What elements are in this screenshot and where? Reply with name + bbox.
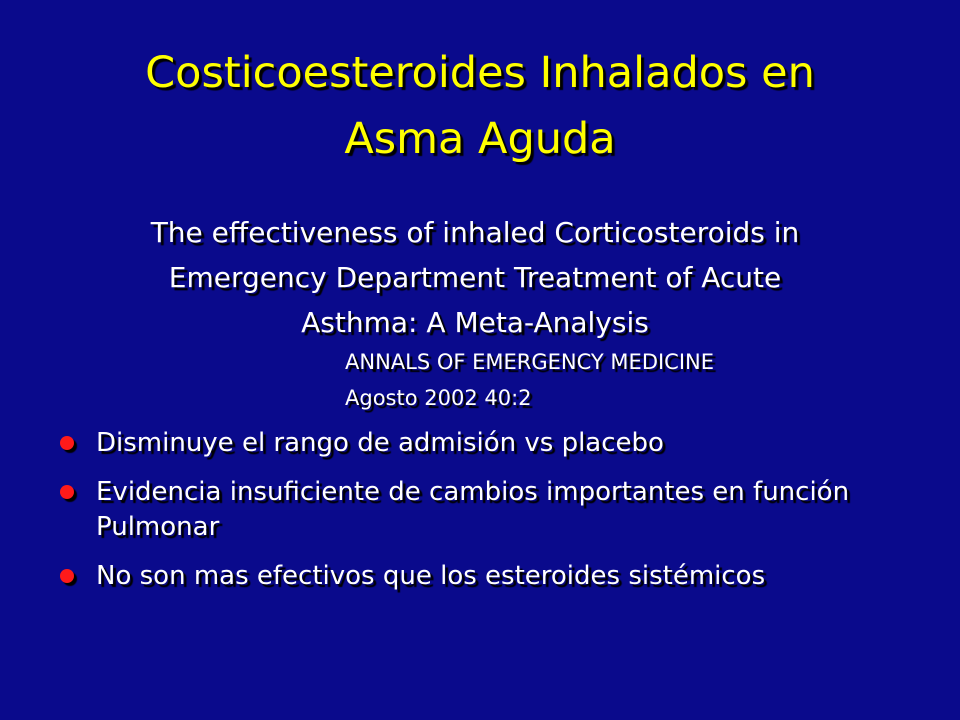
journal-date: Agosto 2002 40:2 <box>345 386 532 410</box>
journal-name: ANNALS OF EMERGENCY MEDICINE <box>345 350 715 374</box>
article-title-line-3: Asthma: A Meta-Analysis <box>301 306 649 339</box>
title-line-2: Asma Aguda <box>344 114 616 164</box>
bullet-text: Disminuye el rango de admisión vs placebo <box>96 428 664 458</box>
title-line-1: Costicoesteroides Inhalados en <box>145 48 815 98</box>
bullet-item <box>60 426 880 461</box>
bullet-text: Evidencia insuficiente de cambios importantes en función Pulmonar <box>96 477 850 542</box>
slide-title <box>60 40 900 172</box>
bullet-item <box>60 559 880 594</box>
bullet-text: No son mas efectivos que los esteroides sistémicos <box>96 561 766 591</box>
bullet-list <box>60 426 880 608</box>
article-title-line-2: Emergency Department Treatment of Acute <box>168 261 782 294</box>
bullet-dot-icon <box>60 569 74 583</box>
article-title <box>90 210 860 345</box>
bullet-item <box>60 475 880 545</box>
bullet-dot-icon <box>60 436 74 450</box>
bullet-dot-icon <box>60 485 74 499</box>
journal-citation <box>345 344 714 416</box>
article-title-line-1: The effectiveness of inhaled Corticosteroids in <box>150 216 800 249</box>
